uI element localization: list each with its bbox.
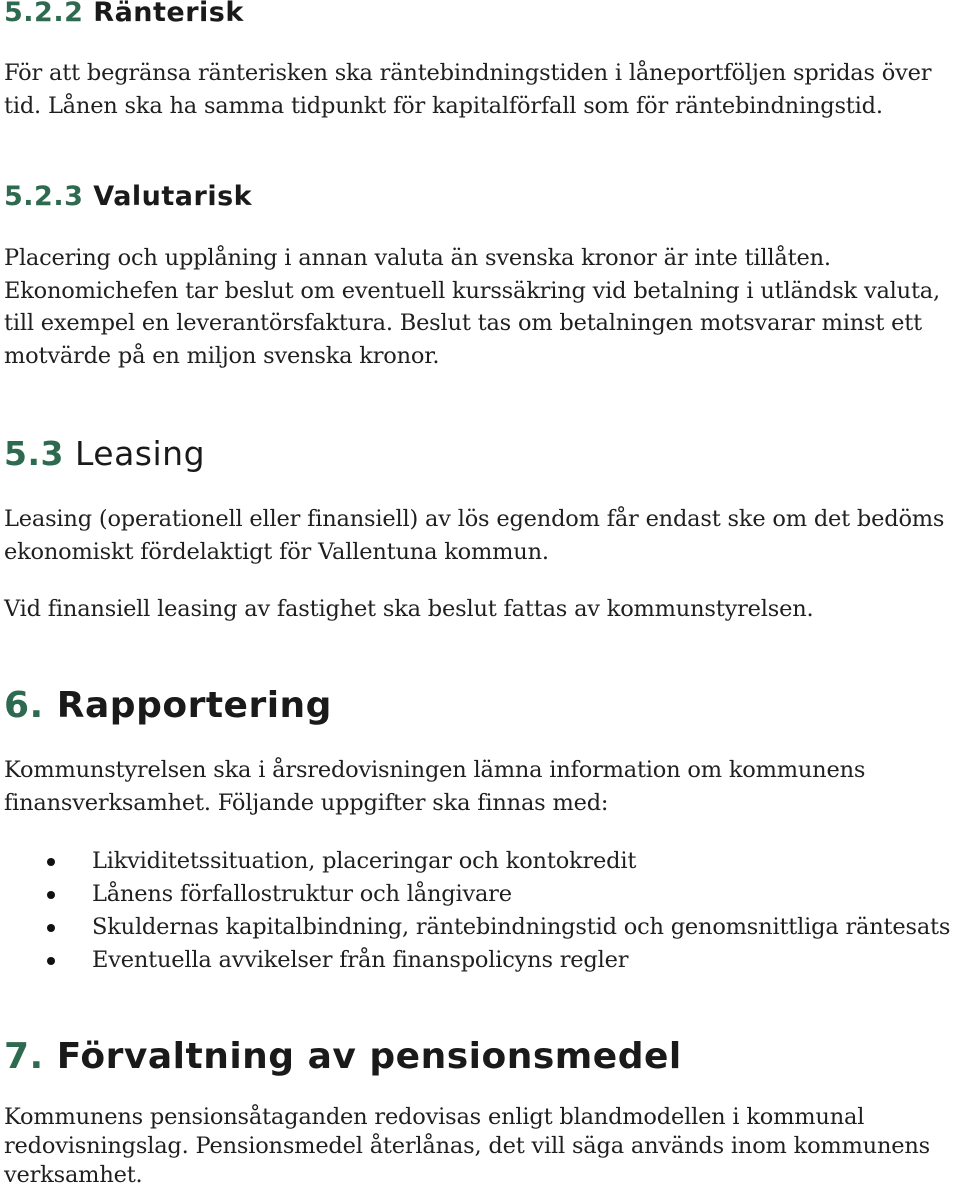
paragraph-pensionsmedel: Kommunens pensionsåtaganden redovisas enligt blandmodellen i kommunal redovisningslag. Pensionsmedel återlånas, det vill säga används inom kommunens verksamhet. xyxy=(4,1104,931,1188)
paragraph-leasing-2: Vid finansiell leasing av fastighet ska beslut fattas av kommunstyrelsen. xyxy=(4,596,814,622)
list-item xyxy=(0,845,950,878)
heading-title: Rapportering xyxy=(56,685,332,726)
paragraph-valutarisk: Placering och upplåning i annan valuta än svenska kronor är inte tillåten. Ekonomichefen tar beslut om eventuell kurssäkring vid betalning i utländsk valuta, till exempel en leverantörsfaktura. Beslut tas om betalningen motsvarar minst ett motvärde på en miljon svenska kronor. xyxy=(4,245,940,369)
paragraph-ranterisk: För att begränsa ränterisken ska räntebindningstiden i låneportföljen spridas över tid. Lånen ska ha samma tidpunkt för kapitalförfall som för räntebindningstid. xyxy=(4,60,932,119)
list-item-text: Eventuella avvikelser från finanspolicyns regler xyxy=(92,947,629,973)
heading-title: Förvaltning av pensionsmedel xyxy=(56,1036,682,1077)
heading-number: 7. xyxy=(4,1036,44,1077)
list-item-text: Likviditetssituation, placeringar och kontokredit xyxy=(92,848,637,874)
paragraph-rapportering: Kommunstyrelsen ska i årsredovisningen lämna information om kommunens finansverksamhet. Följande uppgifter ska finnas med: xyxy=(4,757,866,816)
list-item xyxy=(0,878,950,911)
bullet-icon xyxy=(47,957,55,965)
heading-title: Valutarisk xyxy=(93,181,253,212)
heading-title: Ränterisk xyxy=(93,0,244,28)
bullet-icon xyxy=(47,858,55,866)
list-item-text: Lånens förfallostruktur och långivare xyxy=(92,881,512,907)
heading-6 xyxy=(4,685,332,727)
bullet-icon xyxy=(47,891,55,899)
heading-5-2-3 xyxy=(4,182,252,212)
bullet-icon xyxy=(47,924,55,932)
list-item xyxy=(0,944,950,977)
heading-5-2-2 xyxy=(4,0,244,28)
list-item-text: Skuldernas kapitalbindning, räntebindningstid och genomsnittliga räntesats xyxy=(92,914,951,940)
list-item xyxy=(0,911,950,944)
heading-number: 5.2.2 xyxy=(4,0,84,28)
heading-number: 6. xyxy=(4,685,44,726)
heading-title: Leasing xyxy=(74,434,206,473)
heading-number: 5.3 xyxy=(4,434,64,473)
heading-7 xyxy=(4,1036,682,1078)
bullet-list xyxy=(0,845,950,977)
heading-number: 5.2.3 xyxy=(4,181,84,212)
paragraph-leasing-1: Leasing (operationell eller finansiell) av lös egendom får endast ske om det bedöms ekonomiskt fördelaktigt för Vallentuna kommun. xyxy=(4,506,945,565)
heading-5-3 xyxy=(4,435,205,473)
